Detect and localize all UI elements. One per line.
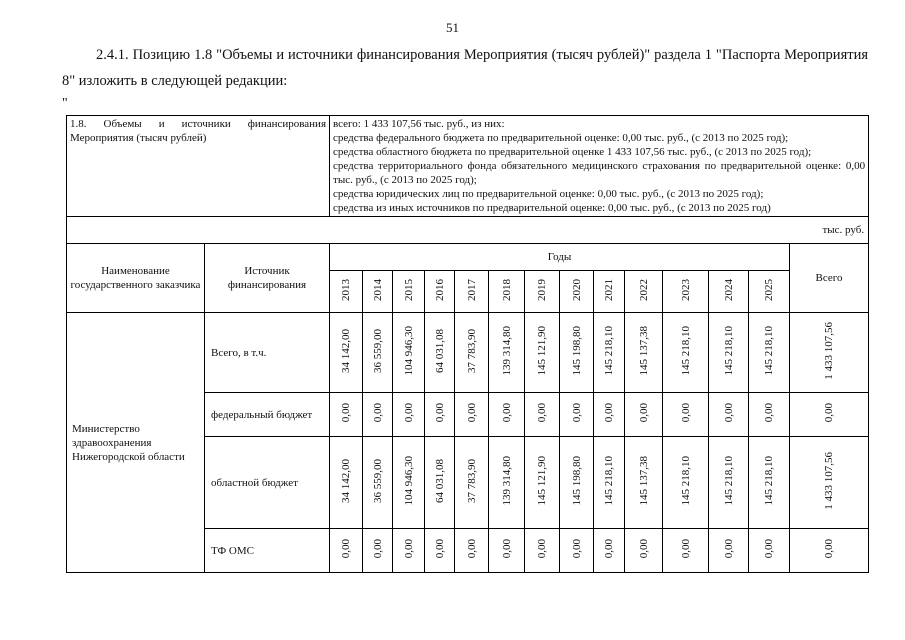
value-cell	[455, 313, 489, 393]
value-cell	[455, 529, 489, 573]
year-header	[330, 271, 363, 313]
year-label: 2018	[500, 278, 513, 301]
value-cell	[525, 393, 560, 437]
value-cell	[525, 313, 560, 393]
value-text: 0,00	[603, 538, 616, 559]
total-cell	[790, 393, 869, 437]
year-label: 2016	[433, 278, 446, 301]
value-text: 0,00	[500, 402, 513, 423]
value-cell	[489, 393, 525, 437]
value-text: 0,00	[536, 538, 549, 559]
value-text: 34 142,00	[340, 328, 353, 373]
value-text: 0,00	[570, 538, 583, 559]
value-cell	[363, 529, 393, 573]
total-cell	[790, 529, 869, 573]
value-cell	[663, 529, 709, 573]
value-text: 0,00	[763, 538, 776, 559]
value-cell	[363, 313, 393, 393]
intro-paragraph: 2.4.1. Позицию 1.8 "Объемы и источники финансирования Мероприятия (тысяч рублей)" раздела 1 "Паспорта Мероприятия 8" изложить в следующей редакции:	[62, 47, 868, 89]
value-cell	[330, 393, 363, 437]
passport-line: средства из иных источников по предварительной оценке: 0,00 тыс. руб., (с 2013 по 2025 год)	[333, 202, 771, 214]
value-text: 145 218,10	[722, 455, 735, 506]
value-cell	[489, 437, 525, 529]
source-label: Всего, в т.ч.	[205, 313, 330, 393]
value-text: 104 946,30	[402, 325, 415, 376]
passport-label: 1.8. Объемы и источники финансирования Мероприятия (тысяч рублей)	[67, 116, 330, 217]
value-text: 0,00	[433, 402, 446, 423]
year-header	[749, 271, 790, 313]
total-text: 0,00	[823, 402, 836, 423]
value-cell	[330, 437, 363, 529]
value-text: 145 218,10	[603, 325, 616, 376]
value-cell	[489, 313, 525, 393]
value-text: 145 137,38	[637, 325, 650, 376]
value-cell	[594, 529, 625, 573]
value-cell	[625, 393, 663, 437]
value-cell	[625, 529, 663, 573]
value-cell	[425, 529, 455, 573]
value-cell	[709, 393, 749, 437]
source-label: федеральный бюджет	[205, 393, 330, 437]
total-cell	[790, 313, 869, 393]
value-cell	[749, 393, 790, 437]
data-row-total	[67, 313, 869, 393]
header-source: Источник финансирования	[205, 244, 330, 313]
source-label: областной бюджет	[205, 437, 330, 529]
value-text: 0,00	[371, 402, 384, 423]
value-cell	[363, 437, 393, 529]
year-label: 2021	[603, 278, 616, 301]
year-label: 2013	[340, 278, 353, 301]
value-cell	[393, 393, 425, 437]
value-cell	[525, 437, 560, 529]
value-cell	[525, 529, 560, 573]
value-cell	[749, 313, 790, 393]
value-text: 36 559,00	[371, 458, 384, 503]
year-label: 2022	[637, 278, 650, 301]
year-header	[363, 271, 393, 313]
value-text: 0,00	[500, 538, 513, 559]
value-text: 145 218,10	[679, 325, 692, 376]
passport-line: средства юридических лиц по предварительной оценке: 0,00 тыс. руб., (с 2013 по 2025 год);	[333, 188, 764, 200]
total-text: 1 433 107,56	[823, 321, 836, 380]
passport-line: всего: 1 433 107,56 тыс. руб., из них:	[333, 118, 505, 130]
value-cell	[455, 437, 489, 529]
value-text: 145 218,10	[722, 325, 735, 376]
value-text: 0,00	[570, 402, 583, 423]
value-cell	[709, 529, 749, 573]
value-cell	[393, 313, 425, 393]
value-text: 0,00	[679, 538, 692, 559]
value-text: 0,00	[402, 538, 415, 559]
value-text: 64 031,08	[433, 328, 446, 373]
value-text: 37 783,90	[465, 328, 478, 373]
passport-line: средства федерального бюджета по предварительной оценке: 0,00 тыс. руб., (с 2013 по 2025 год);	[333, 132, 789, 144]
year-header	[525, 271, 560, 313]
value-text: 139 314,80	[500, 325, 513, 376]
year-header	[393, 271, 425, 313]
value-cell	[709, 437, 749, 529]
value-cell	[663, 313, 709, 393]
year-label: 2023	[679, 278, 692, 301]
value-cell	[560, 393, 594, 437]
value-text: 139 314,80	[500, 455, 513, 506]
value-text: 145 218,10	[603, 455, 616, 506]
value-text: 37 783,90	[465, 458, 478, 503]
source-label: ТФ ОМС	[205, 529, 330, 573]
value-cell	[363, 393, 393, 437]
value-text: 0,00	[402, 402, 415, 423]
passport-line: средства областного бюджета по предварительной оценке 1 433 107,56 тыс. руб., (с 2013 по 2025 год);	[333, 146, 812, 158]
value-cell	[560, 529, 594, 573]
value-cell	[663, 393, 709, 437]
value-cell	[330, 313, 363, 393]
value-cell	[663, 437, 709, 529]
value-text: 145 121,90	[536, 325, 549, 376]
financing-table	[66, 115, 869, 573]
year-header	[489, 271, 525, 313]
value-cell	[594, 393, 625, 437]
year-header	[560, 271, 594, 313]
value-cell	[709, 313, 749, 393]
year-label: 2017	[465, 278, 478, 301]
value-text: 145 218,10	[763, 325, 776, 376]
value-cell	[489, 529, 525, 573]
value-cell	[749, 437, 790, 529]
year-label: 2024	[722, 278, 735, 301]
value-cell	[330, 529, 363, 573]
value-text: 0,00	[603, 402, 616, 423]
header-years: Годы	[330, 244, 790, 271]
value-text: 34 142,00	[340, 458, 353, 503]
value-cell	[425, 437, 455, 529]
unit-row	[67, 217, 869, 244]
value-text: 145 218,10	[679, 455, 692, 506]
value-cell	[749, 529, 790, 573]
value-text: 0,00	[722, 538, 735, 559]
passport-row	[67, 116, 869, 217]
year-header	[709, 271, 749, 313]
value-cell	[594, 313, 625, 393]
year-label: 2015	[402, 278, 415, 301]
total-text: 1 433 107,56	[823, 451, 836, 510]
header-customer: Наименование государственного заказчика	[67, 244, 205, 313]
value-text: 104 946,30	[402, 455, 415, 506]
value-cell	[425, 393, 455, 437]
total-cell	[790, 437, 869, 529]
year-header	[625, 271, 663, 313]
value-cell	[425, 313, 455, 393]
value-cell	[594, 437, 625, 529]
value-text: 0,00	[340, 402, 353, 423]
header-row-1	[67, 244, 869, 271]
value-cell	[393, 529, 425, 573]
value-text: 0,00	[637, 402, 650, 423]
page-number: 51	[446, 20, 459, 35]
year-label: 2025	[763, 278, 776, 301]
value-text: 0,00	[340, 538, 353, 559]
year-header	[425, 271, 455, 313]
unit-label: тыс. руб.	[67, 217, 869, 244]
value-cell	[625, 437, 663, 529]
open-quote: "	[62, 96, 68, 111]
passport-line: средства территориального фонда обязательного медицинского страхования по предварительной оценке: 0,00 тыс. руб., (с 2013 по 2025 год);	[333, 160, 866, 186]
value-text: 0,00	[465, 538, 478, 559]
value-text: 145 121,90	[536, 455, 549, 506]
value-text: 0,00	[722, 402, 735, 423]
value-text: 145 198,80	[570, 455, 583, 506]
header-total: Всего	[790, 244, 869, 313]
value-cell	[560, 313, 594, 393]
value-cell	[560, 437, 594, 529]
value-cell	[455, 393, 489, 437]
passport-description	[330, 116, 869, 217]
total-text: 0,00	[823, 538, 836, 559]
value-text: 145 198,80	[570, 325, 583, 376]
value-cell	[625, 313, 663, 393]
value-text: 0,00	[637, 538, 650, 559]
value-text: 0,00	[679, 402, 692, 423]
year-label: 2020	[570, 278, 583, 301]
value-text: 0,00	[536, 402, 549, 423]
value-text: 0,00	[465, 402, 478, 423]
year-header	[455, 271, 489, 313]
year-header	[594, 271, 625, 313]
value-text: 0,00	[371, 538, 384, 559]
value-cell	[393, 437, 425, 529]
year-label: 2014	[371, 278, 384, 301]
value-text: 64 031,08	[433, 458, 446, 503]
year-header	[663, 271, 709, 313]
value-text: 145 218,10	[763, 455, 776, 506]
value-text: 0,00	[433, 538, 446, 559]
value-text: 145 137,38	[637, 455, 650, 506]
year-label: 2019	[536, 278, 549, 301]
value-text: 36 559,00	[371, 328, 384, 373]
customer-name: Министерство здравоохранения Нижегородской области	[67, 313, 205, 573]
value-text: 0,00	[763, 402, 776, 423]
